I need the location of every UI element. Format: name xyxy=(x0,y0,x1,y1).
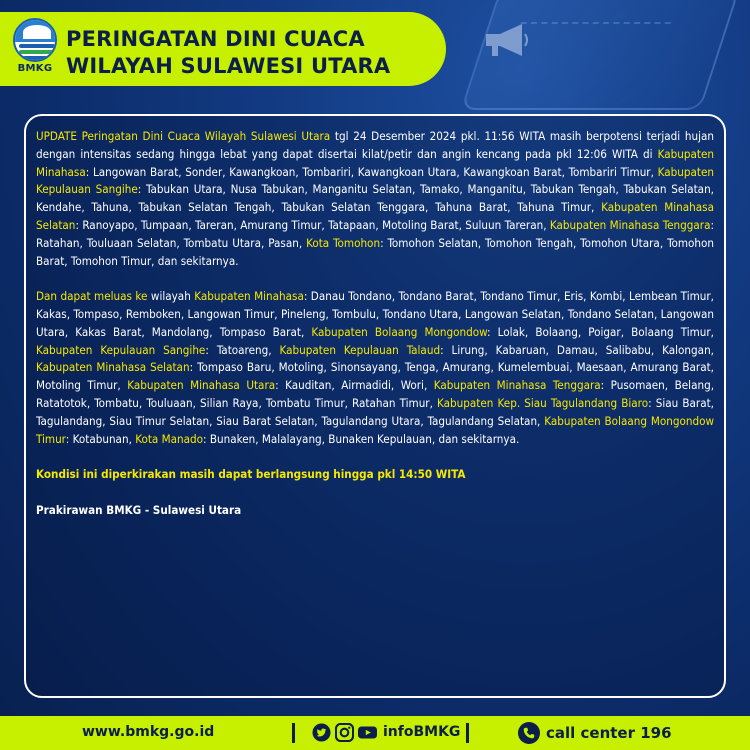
warning-text xyxy=(36,128,714,537)
district-list: : Lolak, Bolaang, Poigar, Bolaang Timur, xyxy=(486,324,714,339)
district-list: : Siau Barat, Tagulandang, Siau Timur Selatan, Siau Barat Selatan, Tagulandang Utara, Tagulandang Selatan, xyxy=(36,395,714,428)
region-name: Kota Manado xyxy=(135,431,204,446)
call-center-number[interactable]: call center 196 xyxy=(546,724,672,742)
megaphone-icon xyxy=(482,22,530,58)
region-name: Kabupaten Bolaang Mongondow xyxy=(311,324,487,339)
forecaster-signature: Prakirawan BMKG - Sulawesi Utara xyxy=(36,502,242,517)
district-list: : Tompaso Baru, Motoling, Sinonsayang, Tenga, Amurang, Kumelembuai, Maesaan, Amurang Barat, Motoling Timur, xyxy=(36,360,714,393)
condition-note: Kondisi ini diperkirakan masih dapat berlangsung hingga pkl 14:50 WITA xyxy=(36,467,466,482)
district-list: : Pusomaen, Belang, Ratatotok, Tombatu, Touluaan, Silian Raya, Tombatu Timur, Ratahan Timur, xyxy=(36,378,715,410)
bmkg-logo-text: BMKG xyxy=(17,63,53,74)
region-name: Kabupaten Bolaang Mongondow Timur xyxy=(36,413,714,446)
youtube-icon[interactable] xyxy=(358,723,377,742)
district-list: : Tabukan Utara, Nusa Tabukan, Manganitu Selatan, Tamako, Manganitu, Tabukan Tengah, Tabukan Selatan, Kendahe, Tahuna, Tabukan Selatan Tengah, Tabukan Selatan Tenggara, Tahuna Barat, Tahuna Timur, xyxy=(36,182,714,215)
warning-paragraph-main xyxy=(36,128,714,270)
update-heading: UPDATE Peringatan Dini Cuaca Wilayah Sulawesi Utara xyxy=(36,129,331,143)
update-text: tgl 24 Desember 2024 pkl. 11:56 WITA masih berpotensi terjadi hujan dengan intensitas sedang hingga lebat yang dapat disertai kilat/petir dan angin kencang pada pkl 12:06 WITA di xyxy=(36,129,714,161)
expansion-text: wilayah xyxy=(147,289,195,304)
bmkg-logo-emblem xyxy=(13,18,57,62)
region-name: Kabupaten Minahasa Utara xyxy=(127,378,276,393)
district-list: : Kotabunan, xyxy=(65,431,136,446)
footer-bar xyxy=(0,716,750,750)
district-list: : Lirung, Kabaruan, Damau, Salibabu, Kalongan, xyxy=(440,342,714,357)
instagram-icon[interactable] xyxy=(335,723,354,742)
page-title xyxy=(66,26,390,80)
website-link[interactable]: www.bmkg.go.id xyxy=(82,724,215,740)
region-name: Kabupaten Minahasa Tenggara xyxy=(433,378,601,393)
social-handle[interactable]: infoBMKG xyxy=(383,724,461,740)
region-name: Kabupaten Kepulauan Sangihe xyxy=(36,164,714,197)
region-name: Kabupaten Minahasa Selatan xyxy=(36,360,190,375)
header-banner xyxy=(0,12,446,86)
district-list: : Tomohon Selatan, Tomohon Tengah, Tomohon Utara, Tomohon Barat, Tomohon Timur, dan sekitarnya. xyxy=(36,235,714,268)
expansion-heading: Dan dapat meluas ke xyxy=(36,289,148,304)
region-name: Kabupaten Kep. Siau Tagulandang Biaro xyxy=(437,395,649,410)
social-icons xyxy=(312,723,377,742)
footer-divider xyxy=(466,723,469,743)
region-name: Kabupaten Minahasa xyxy=(36,146,714,179)
district-list: : Ranoyapo, Tumpaan, Tareran, Amurang Timur, Tatapaan, Motoling Barat, Suluun Tareran, xyxy=(75,217,550,232)
district-list: : Kauditan, Airmadidi, Wori, xyxy=(275,378,434,393)
district-list: : Langowan Barat, Sonder, Kawangkoan, Tombariri, Kawangkoan Utara, Kawangkoan Barat, Tombariri Timur, xyxy=(85,164,658,179)
twitter-icon[interactable] xyxy=(312,723,331,742)
region-name: Kabupaten Kepulauan Sangihe xyxy=(36,342,206,357)
region-name: Kabupaten Kepulauan Talaud xyxy=(279,342,441,357)
warning-paragraph-expansion xyxy=(36,288,714,448)
district-list: : Bunaken, Malalayang, Bunaken Kepulauan, dan sekitarnya. xyxy=(203,431,520,446)
title-line-2: WILAYAH SULAWESI UTARA xyxy=(66,54,391,78)
district-list: : Tatoareng, xyxy=(205,342,280,357)
region-name: Kota Tomohon xyxy=(306,235,381,250)
bmkg-logo xyxy=(12,18,58,78)
footer-divider xyxy=(292,723,295,743)
region-name: Kabupaten Minahasa Selatan xyxy=(36,200,714,232)
whatsapp-phone-icon xyxy=(518,722,540,744)
district-list: : Ratahan, Touluaan Selatan, Tombatu Utara, Pasan, xyxy=(36,217,714,250)
title-line-1: PERINGATAN DINI CUACA xyxy=(66,27,365,51)
region-name: Kabupaten Minahasa xyxy=(194,289,304,304)
region-name: Kabupaten Minahasa Tenggara xyxy=(549,217,711,232)
district-list: : Danau Tondano, Tondano Barat, Tondano Timur, Eris, Kombi, Lembean Timur, Kakas, Tompaso, Remboken, Langowan Timur, Pineleng, Tombulu, Tondano Utara, Langowan Selatan, Tondano Selatan, Langowan Utara, Kakas Barat, Mandolang, Tompaso Barat, xyxy=(36,289,714,339)
